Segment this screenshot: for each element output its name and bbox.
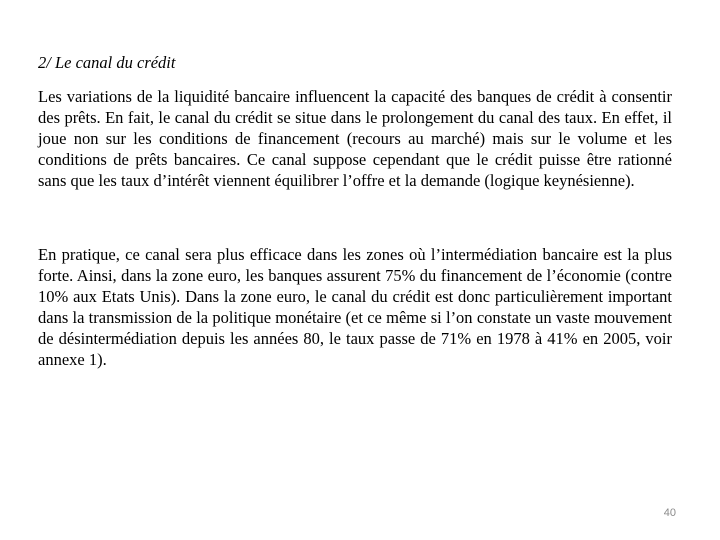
section-heading: 2/ Le canal du crédit (38, 53, 176, 72)
paragraph-credit-channel: Les variations de la liquidité bancaire influencent la capacité des banques de crédit à consentir des prêts. En fait, le canal du crédit se situe dans le prolongement du canal des taux. En effet, il joue non sur les conditions de financement (recours au marché) mais sur le volume et les conditions de prêts bancaires. Ce canal suppose cependant que le crédit puisse être rationné sans que les taux d’intérêt viennent équilibrer l’offre et la demande (logique keynésienne). (38, 87, 672, 190)
page-number: 40 (663, 507, 676, 519)
paragraph-practice: En pratique, ce canal sera plus efficace dans les zones où l’intermédiation bancaire est la plus forte. Ainsi, dans la zone euro, les banques assurent 75% du financement de l’économie (contre 10% aux Etats Unis). Dans la zone euro, le canal du crédit est donc particulièrement important dans la transmission de la politique monétaire (et ce même si l’on constate un vaste mouvement de désintermédiation depuis les années 80, le taux passe de 71% en 1978 à 41% en 2005, voir annexe 1). (38, 245, 672, 369)
